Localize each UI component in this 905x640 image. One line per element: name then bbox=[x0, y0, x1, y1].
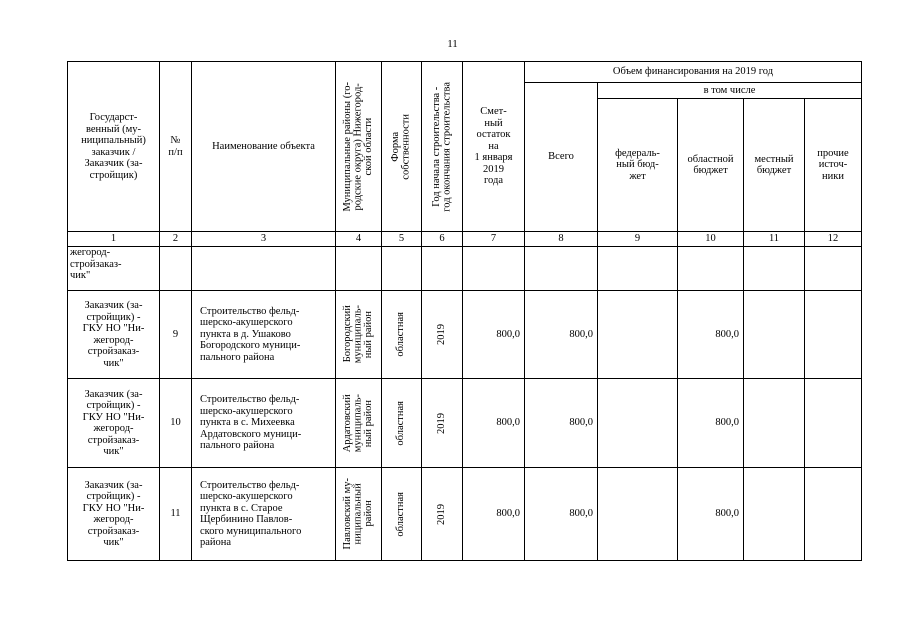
page-number: 11 bbox=[447, 38, 458, 50]
row-ownership: областная bbox=[382, 291, 422, 379]
row-object: Строительство фельд- шерско-акушерского пункта в с. Михеевка Ардатовского муници- пального района bbox=[192, 379, 336, 468]
row-other bbox=[805, 468, 862, 561]
header-federal: федераль- ный бюд- жет bbox=[598, 99, 678, 232]
row-estimate: 800,0 bbox=[463, 291, 525, 379]
column-number: 5 bbox=[382, 232, 422, 247]
row-num: 10 bbox=[160, 379, 192, 468]
row-total: 800,0 bbox=[525, 291, 598, 379]
row-district: Павловский му- ниципальный район bbox=[336, 468, 382, 561]
continuation-customer: жегород- стройзаказ- чик" bbox=[68, 247, 160, 291]
row-regional: 800,0 bbox=[678, 468, 744, 561]
row-federal bbox=[598, 468, 678, 561]
header-funding-title: Объем финансирования на 2019 год bbox=[525, 62, 862, 83]
table-row bbox=[68, 291, 862, 379]
row-customer: Заказчик (за- стройщик) - ГКУ НО "Ни- жегород- стройзаказ- чик" bbox=[68, 379, 160, 468]
row-regional: 800,0 bbox=[678, 379, 744, 468]
column-number: 3 bbox=[192, 232, 336, 247]
row-estimate: 800,0 bbox=[463, 379, 525, 468]
row-estimate: 800,0 bbox=[463, 468, 525, 561]
row-num: 9 bbox=[160, 291, 192, 379]
row-num: 11 bbox=[160, 468, 192, 561]
row-customer: Заказчик (за- стройщик) - ГКУ НО "Ни- жегород- стройзаказ- чик" bbox=[68, 291, 160, 379]
column-numbers-row bbox=[68, 232, 862, 247]
row-regional: 800,0 bbox=[678, 291, 744, 379]
row-other bbox=[805, 379, 862, 468]
row-year: 2019 bbox=[422, 379, 463, 468]
financing-table bbox=[67, 61, 862, 561]
column-number: 7 bbox=[463, 232, 525, 247]
header-total: Всего bbox=[525, 83, 598, 232]
row-district: Богородский муниципаль- ный район bbox=[336, 291, 382, 379]
header-object-name: Наименование объекта bbox=[192, 62, 336, 232]
column-number: 1 bbox=[68, 232, 160, 247]
header-districts: Муниципальные районы (го- родские округа) Нижегород- ской области bbox=[336, 62, 382, 232]
header-other: прочие источ- ники bbox=[805, 99, 862, 232]
column-number: 2 bbox=[160, 232, 192, 247]
row-local bbox=[744, 291, 805, 379]
row-ownership: областная bbox=[382, 468, 422, 561]
row-year: 2019 bbox=[422, 291, 463, 379]
header-years: Год начала строительства - год окончания строительства bbox=[422, 62, 463, 232]
header-customer: Государст- венный (му- ниципальный) заказчик / Заказчик (за- стройщик) bbox=[68, 62, 160, 232]
header-local: местный бюджет bbox=[744, 99, 805, 232]
header-regional: областной бюджет bbox=[678, 99, 744, 232]
table-row bbox=[68, 468, 862, 561]
header-including: в том числе bbox=[598, 83, 862, 99]
header-ownership: Форма собственности bbox=[382, 62, 422, 232]
row-federal bbox=[598, 379, 678, 468]
continuation-row bbox=[68, 247, 862, 291]
column-number: 4 bbox=[336, 232, 382, 247]
row-district: Ардатовский муниципаль- ный район bbox=[336, 379, 382, 468]
row-federal bbox=[598, 291, 678, 379]
header-estimate: Смет- ный остаток на 1 января 2019 года bbox=[463, 62, 525, 232]
row-year: 2019 bbox=[422, 468, 463, 561]
column-number: 11 bbox=[744, 232, 805, 247]
row-object: Строительство фельд- шерско-акушерского пункта в д. Ушаково Богородского муници- пального района bbox=[192, 291, 336, 379]
table-row bbox=[68, 379, 862, 468]
row-ownership: областная bbox=[382, 379, 422, 468]
column-number: 9 bbox=[598, 232, 678, 247]
row-local bbox=[744, 379, 805, 468]
row-other bbox=[805, 291, 862, 379]
header-num: № п/п bbox=[160, 62, 192, 232]
row-total: 800,0 bbox=[525, 379, 598, 468]
column-number: 8 bbox=[525, 232, 598, 247]
row-customer: Заказчик (за- стройщик) - ГКУ НО "Ни- жегород- стройзаказ- чик" bbox=[68, 468, 160, 561]
column-number: 6 bbox=[422, 232, 463, 247]
row-object: Строительство фельд- шерско-акушерского пункта в с. Старое Щербинино Павлов- ского муниципального района bbox=[192, 468, 336, 561]
column-number: 10 bbox=[678, 232, 744, 247]
row-local bbox=[744, 468, 805, 561]
column-number: 12 bbox=[805, 232, 862, 247]
row-total: 800,0 bbox=[525, 468, 598, 561]
